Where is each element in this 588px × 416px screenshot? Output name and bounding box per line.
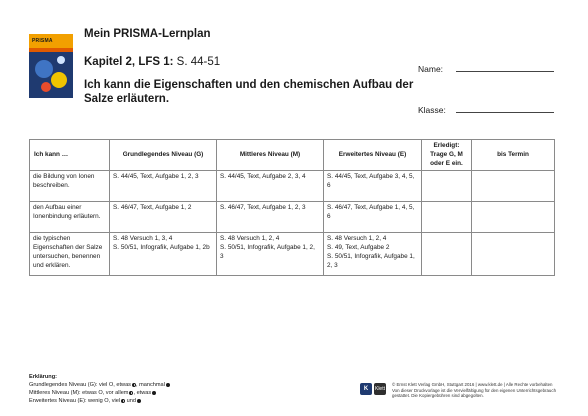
legend-medium — [29, 389, 170, 397]
learning-plan-table — [29, 139, 555, 276]
column-header-advanced: Erweitertes Niveau (E) — [324, 140, 422, 171]
skill-cell: den Aufbau einer Ionenbindung erläutern. — [30, 202, 110, 233]
medium-task-cell — [217, 233, 324, 276]
klasse-field[interactable] — [456, 112, 554, 113]
legend — [29, 373, 170, 405]
column-header-due: bis Termin — [472, 140, 555, 171]
table-row — [30, 202, 555, 233]
document-title: Mein PRISMA-Lernplan — [84, 28, 211, 40]
cover-title: PRISMA — [32, 38, 53, 44]
legend-medium-tail: , etwas — [133, 390, 152, 396]
name-label: Name: — [418, 64, 444, 74]
copyright-line: © Ernst Klett Verlag GmbH, Stuttgart 2016 | www.klett.de | Alle Rechte vorbehalten — [392, 382, 553, 387]
advanced-task-cell: S. 44/45, Text, Aufgabe 3, 4, 5, 6 — [324, 171, 422, 202]
due-date-input-cell[interactable] — [472, 202, 555, 233]
basic-task-cell: S. 46/47, Text, Aufgabe 1, 2 — [110, 202, 217, 233]
task-line: S. 50/51, Infografik, Aufgabe 1, 2b — [113, 244, 210, 252]
due-date-input-cell[interactable] — [472, 233, 555, 276]
skill-cell: die typischen Eigenschaften der Salze untersuchen, benennen und erklären. — [30, 233, 110, 276]
copyright-line: Von dieser Druckvorlage ist die Vervielfältigung für den eigenen Unterrichtsgebrauch — [392, 387, 557, 393]
legend-medium-text: Mittleres Niveau (M): etwas O, vor allem — [29, 390, 129, 396]
filled-circle-icon — [166, 383, 170, 387]
learning-goal-line: Salze erläutern. — [84, 93, 170, 105]
publisher-logo-icon: K — [360, 383, 372, 395]
chapter-heading — [84, 56, 220, 68]
medium-task-cell: S. 44/45, Text, Aufgabe 2, 3, 4 — [217, 171, 324, 202]
column-header-done: Erledigt: Trage G, M oder E ein. — [422, 140, 472, 171]
column-header-medium: Mittleres Niveau (M) — [217, 140, 324, 171]
cover-band-accent — [29, 48, 73, 52]
due-date-input-cell[interactable] — [472, 171, 555, 202]
skill-cell: die Bildung von Ionen beschreiben. — [30, 171, 110, 202]
basic-task-cell — [110, 233, 217, 276]
chapter-pages: S. 44-51 — [173, 56, 221, 68]
advanced-task-cell — [324, 233, 422, 276]
legend-advanced-text: Erweitertes Niveau (E): wenig O, viel — [29, 398, 121, 404]
column-header-skill: Ich kann … — [30, 140, 110, 171]
cover-graphic — [41, 82, 51, 92]
advanced-task-cell: S. 46/47, Text, Aufgabe 1, 4, 5, 6 — [324, 202, 422, 233]
legend-basic-tail: , manchmal — [135, 382, 165, 388]
medium-task-cell: S. 46/47, Text, Aufgabe 1, 2, 3 — [217, 202, 324, 233]
table-row — [30, 171, 555, 202]
task-line: S. 50/51, Infografik, Aufgabe 1, 2, 3 — [220, 244, 315, 260]
filled-circle-icon — [152, 391, 156, 395]
task-line: S. 50/51, Infografik, Aufgabe 1, 2, 3 — [327, 252, 415, 269]
klasse-label: Klasse: — [418, 105, 446, 115]
legend-advanced — [29, 397, 170, 405]
cover-graphic — [51, 72, 67, 88]
filled-circle-icon — [137, 399, 141, 403]
cover-graphic — [57, 56, 65, 64]
klett-logo-icon: Klett — [374, 383, 386, 395]
table-row — [30, 233, 555, 276]
task-line: S. 49, Text, Aufgabe 2 — [327, 244, 390, 252]
copyright-notice — [392, 382, 572, 399]
column-header-basic: Grundlegendes Niveau (G) — [110, 140, 217, 171]
task-line: S. 48 Versuch 1, 3, 4 — [113, 235, 173, 243]
legend-basic-text: Grundlegendes Niveau (G): viel O, etwas — [29, 382, 131, 388]
basic-task-cell: S. 44/45, Text, Aufgabe 1, 2, 3 — [110, 171, 217, 202]
cover-graphic — [35, 60, 53, 78]
done-input-cell[interactable] — [422, 171, 472, 202]
learning-goal-line: Ich kann die Eigenschaften und den chemischen Aufbau der — [84, 79, 414, 91]
legend-title: Erklärung: — [29, 374, 57, 380]
legend-basic — [29, 381, 170, 389]
chapter-prefix: Kapitel 2, LFS 1: — [84, 56, 174, 68]
task-line: S. 48 Versuch 1, 2, 4 — [220, 235, 280, 243]
learning-goal — [84, 78, 414, 106]
task-line: S. 48 Versuch 1, 2, 4 — [327, 235, 387, 243]
copyright-line: gestattet. Die Kopiergebühren sind abgegolten. — [392, 393, 484, 399]
done-input-cell[interactable] — [422, 233, 472, 276]
done-input-cell[interactable] — [422, 202, 472, 233]
book-cover-thumbnail — [29, 34, 73, 98]
table-header-row — [30, 140, 555, 171]
name-field[interactable] — [456, 71, 554, 72]
legend-advanced-tail: und — [125, 398, 136, 404]
